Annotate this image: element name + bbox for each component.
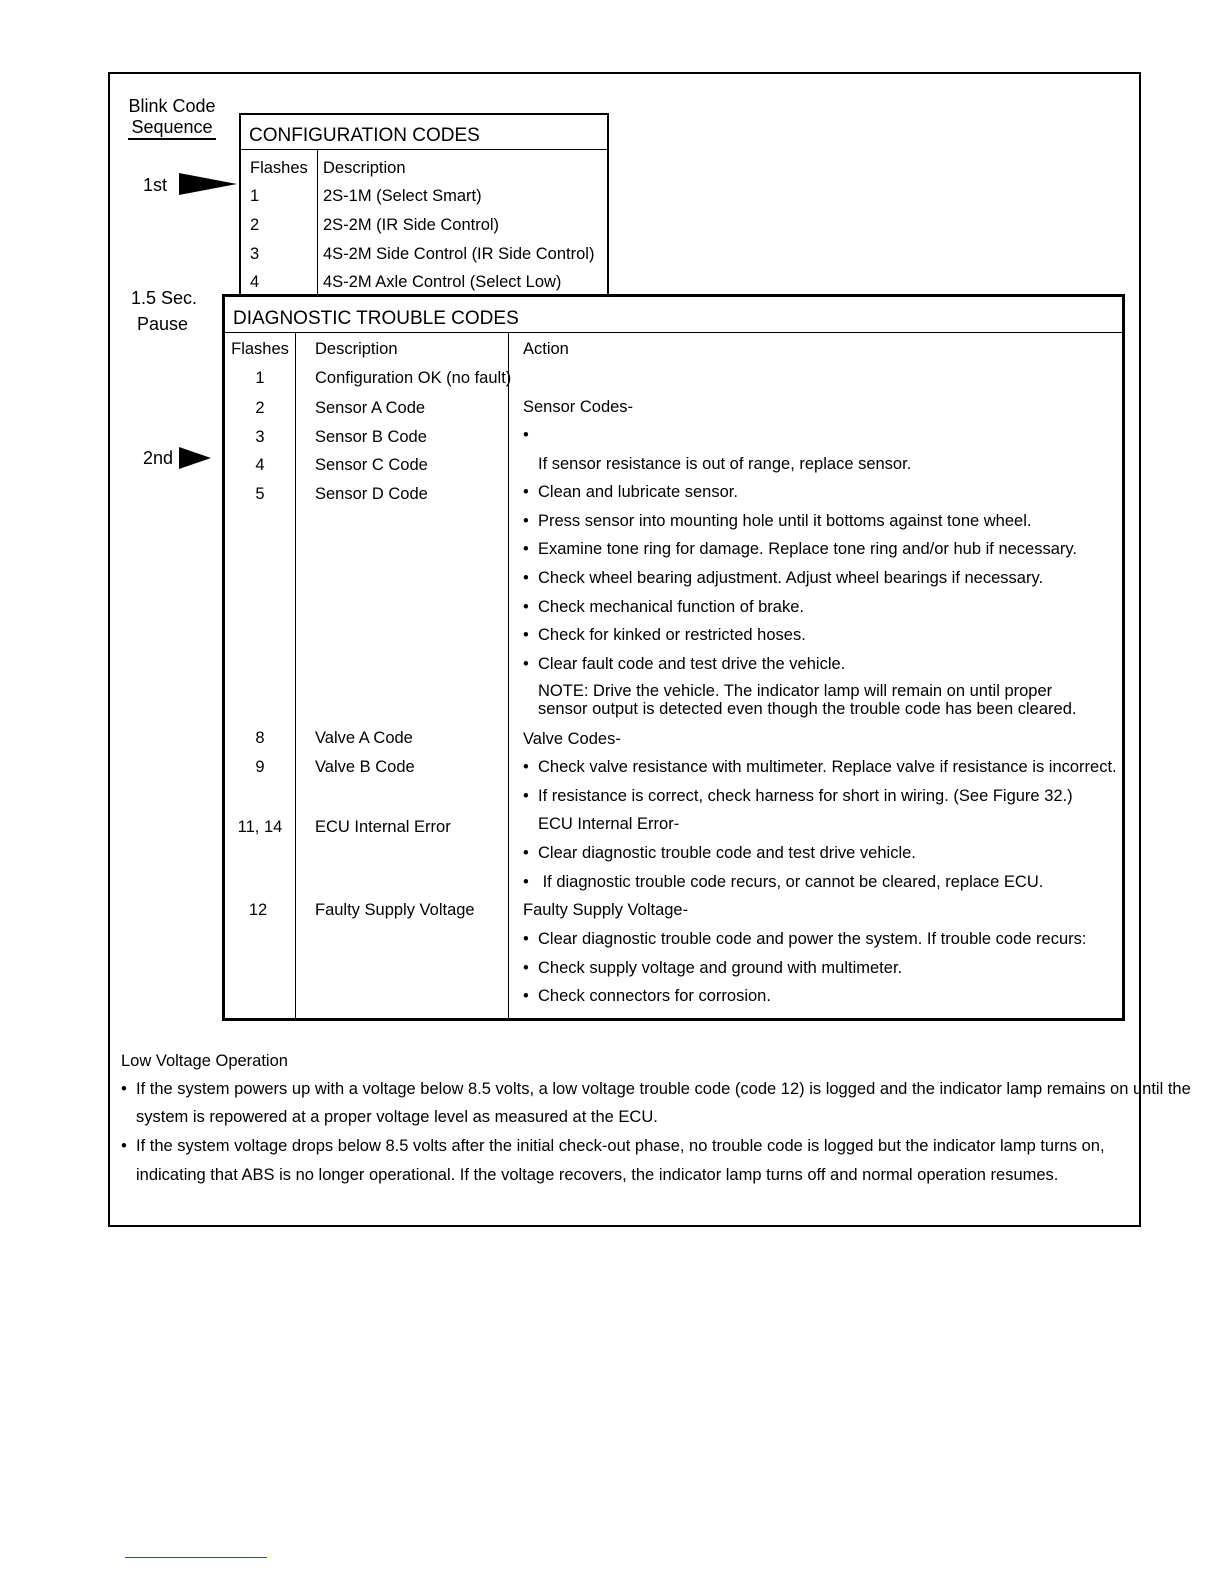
config-flashes: 4 bbox=[250, 273, 260, 291]
config-column-divider bbox=[317, 150, 318, 296]
dtc-col-flashes: Flashes bbox=[231, 340, 289, 358]
dtc-description: Valve A Code bbox=[315, 729, 413, 747]
dtc-flashes: 5 bbox=[255, 485, 265, 503]
second-sequence-label: 2nd bbox=[143, 448, 174, 468]
footer-rule bbox=[125, 1557, 267, 1558]
dtc-flashes: 9 bbox=[255, 758, 265, 776]
config-col-description: Description bbox=[323, 159, 406, 177]
dtc-flashes: 12 bbox=[248, 901, 268, 919]
dtc-flashes: 1 bbox=[255, 369, 265, 387]
config-description: 4S-2M Axle Control (Select Low) bbox=[323, 273, 562, 291]
valve-action: • Check valve resistance with multimeter. Replace valve if resistance is incorrect. bbox=[523, 757, 1117, 777]
blink-code-sequence-label bbox=[128, 96, 216, 140]
dtc-column-divider-2 bbox=[508, 333, 509, 1018]
blink-title-line1: Blink Code bbox=[128, 96, 216, 116]
config-col-flashes: Flashes bbox=[250, 159, 308, 177]
dtc-description: Configuration OK (no fault) bbox=[315, 369, 512, 387]
dtc-column-divider-1 bbox=[295, 333, 296, 1018]
configuration-codes-table bbox=[239, 113, 609, 296]
dtc-description: Sensor B Code bbox=[315, 428, 427, 446]
low-voltage-item-1-line-2: system is repowered at a proper voltage level as measured at the ECU. bbox=[136, 1108, 658, 1126]
first-arrow-icon bbox=[179, 173, 237, 195]
pause-label-line2: Pause bbox=[137, 314, 189, 334]
config-flashes: 3 bbox=[250, 245, 260, 263]
voltage-action: • Check supply voltage and ground with multimeter. bbox=[523, 958, 902, 978]
pause-label-line1: 1.5 Sec. bbox=[131, 288, 198, 308]
low-voltage-heading: Low Voltage Operation bbox=[121, 1052, 288, 1070]
valve-action: • If resistance is correct, check harness for short in wiring. (See Figure 32.) bbox=[523, 786, 1073, 806]
low-voltage-item-2-line-2: indicating that ABS is no longer operational. If the voltage recovers, the indicator lamp turns off and normal operation resumes. bbox=[136, 1166, 1059, 1184]
dtc-flashes: 11, 14 bbox=[237, 818, 283, 836]
ecu-action: • Clear diagnostic trouble code and test drive vehicle. bbox=[523, 843, 916, 863]
dtc-col-description: Description bbox=[315, 340, 398, 358]
note-line-1: NOTE: Drive the vehicle. The indicator lamp will remain on until proper bbox=[538, 682, 1053, 700]
low-voltage-bullet-1-icon: • bbox=[121, 1080, 127, 1098]
config-description: 2S-2M (IR Side Control) bbox=[323, 216, 500, 234]
diagnostic-trouble-codes-table bbox=[222, 294, 1125, 1021]
dtc-flashes: 2 bbox=[255, 399, 265, 417]
blink-title-line2: Sequence bbox=[128, 117, 216, 140]
low-voltage-item-2-line-1: If the system voltage drops below 8.5 volts after the initial check-out phase, no trouble code is logged but the indicator lamp turns on, bbox=[136, 1137, 1105, 1155]
valve-codes-heading: Valve Codes- bbox=[523, 730, 621, 748]
first-sequence-label: 1st bbox=[143, 175, 168, 195]
sensor-action: • Examine tone ring for damage. Replace tone ring and/or hub if necessary. bbox=[523, 539, 1077, 559]
dtc-description: Sensor A Code bbox=[315, 399, 426, 417]
voltage-action: • Clear diagnostic trouble code and power the system. If trouble code recurs: bbox=[523, 929, 1086, 949]
config-flashes: 2 bbox=[250, 216, 260, 234]
config-table-title: CONFIGURATION CODES bbox=[241, 115, 607, 150]
dtc-flashes: 3 bbox=[255, 428, 265, 446]
config-description: 4S-2M Side Control (IR Side Control) bbox=[323, 245, 595, 263]
config-flashes: 1 bbox=[250, 187, 260, 205]
note-line-2: sensor output is detected even though the trouble code has been cleared. bbox=[538, 700, 1077, 718]
dtc-description: Valve B Code bbox=[315, 758, 415, 776]
dtc-col-action: Action bbox=[523, 340, 569, 358]
sensor-action: • Check wheel bearing adjustment. Adjust wheel bearings if necessary. bbox=[523, 568, 1043, 588]
sensor-codes-heading: Sensor Codes- bbox=[523, 398, 634, 416]
config-description: 2S-1M (Select Smart) bbox=[323, 187, 482, 205]
ecu-action: • If diagnostic trouble code recurs, or cannot be cleared, replace ECU. bbox=[523, 872, 1043, 892]
sensor-resistance-text: If sensor resistance is out of range, replace sensor. bbox=[538, 455, 912, 473]
sensor-action: • Clear fault code and test drive the vehicle. bbox=[523, 654, 845, 674]
sensor-action: • Check mechanical function of brake. bbox=[523, 597, 804, 617]
sensor-action: • Clean and lubricate sensor. bbox=[523, 482, 738, 502]
low-voltage-bullet-2-icon: • bbox=[121, 1137, 127, 1155]
sensor-action: • Check for kinked or restricted hoses. bbox=[523, 625, 806, 645]
second-arrow-icon bbox=[179, 447, 211, 469]
dtc-description: Sensor C Code bbox=[315, 456, 428, 474]
dtc-description: Sensor D Code bbox=[315, 485, 428, 503]
dtc-description: ECU Internal Error bbox=[315, 818, 451, 836]
dtc-flashes: 4 bbox=[255, 456, 265, 474]
sensor-action: • Press sensor into mounting hole until it bottoms against tone wheel. bbox=[523, 511, 1031, 531]
supply-voltage-heading: Faulty Supply Voltage- bbox=[523, 901, 689, 919]
sensor-blank-bullet: • bbox=[523, 426, 529, 444]
low-voltage-item-1-line-1: If the system powers up with a voltage below 8.5 volts, a low voltage trouble code (code 12) is logged and the indicator lamp remains on until the bbox=[136, 1080, 1191, 1098]
ecu-error-heading: ECU Internal Error- bbox=[538, 815, 680, 833]
voltage-action: • Check connectors for corrosion. bbox=[523, 986, 771, 1006]
dtc-flashes: 8 bbox=[255, 729, 265, 747]
dtc-description: Faulty Supply Voltage bbox=[315, 901, 475, 919]
dtc-table-title: DIAGNOSTIC TROUBLE CODES bbox=[225, 297, 1122, 333]
